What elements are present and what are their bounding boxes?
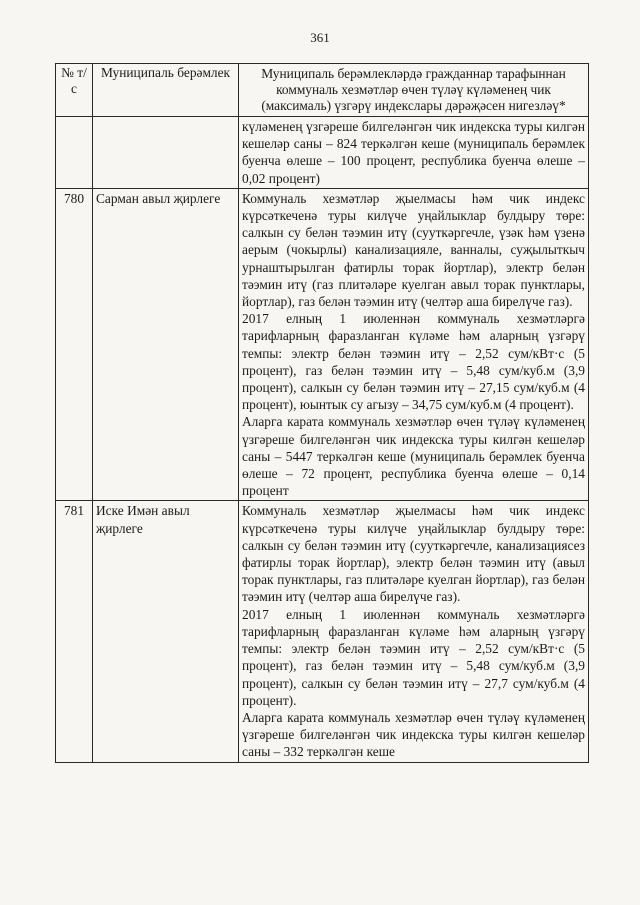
paragraph: Аларга карата коммуналь хезмәтләр өчен түләү күләменең үзгәреше билгеләнгән чик индекска туры килгән кешеләр саны – 5447 теркәлгән кеше (муниципаль берәмлек буенча өлеше – 72 процент, республика буенча өлеше – 0,14 процент: [242, 414, 585, 499]
continuation-text: күләменең үзгәреше билгеләнгән чик индекска туры килгән кешеләр саны – 824 теркәлгән кеше (муниципаль берәмлек буенча өлеше – 100 процент, республика буенча өлеше – 0,02 процент): [239, 117, 589, 189]
page-number: 361: [310, 30, 330, 45]
paragraph: Коммуналь хезмәтләр җыелмасы һәм чик индекс күрсәткеченә туры килүче уңайлыклар булдыру төре: салкын су белән тәэмин итү (сууткәргечле, үзәк һәм үзенә аерым (чокырлы) канализацияле, ванналы, суҗылыткыч урнаштырылган фатирлы торак йортлар), электр белән тәэмин итү (газ плитәләре куелган авыл торак пунктлары, йортлар), газ белән тәэмин итү (челтәр аша бирелүче газ).: [242, 190, 585, 310]
row-number: 781: [56, 501, 93, 762]
basis-text: [239, 501, 589, 762]
header-basis: Муниципаль берәмлекләрдә гражданнар тарафыннан коммуналь хезмәтләр өчен түләү күләменең чик (максималь) үзгәрү индекслары дәрәҗәсен нигезләү*: [239, 64, 589, 117]
municipality-name: Иске Имән авыл җирлеге: [93, 501, 239, 762]
header-number: № т/с: [56, 64, 93, 117]
paragraph: 2017 елның 1 июленнән коммуналь хезмәтләргә тарифларның фаразланган күләме һәм аларның үзгәрү темпы: электр белән тәэмин итү – 2,52 сум/кВт·с (5 процент), газ белән тәэмин итү – 5,48 сум/куб.м (3,9 процент), салкын су белән тәэмин итү – 27,15 сум/куб.м (4 процент), юынтык су агызу – 34,75 сум/куб.м (4 процент).: [242, 311, 585, 413]
basis-text: [239, 188, 589, 501]
empty-cell: [56, 117, 93, 189]
municipality-name: Сарман авыл җирлеге: [93, 188, 239, 501]
table-row: [56, 501, 589, 762]
tariff-index-table: [55, 63, 589, 763]
table-row: [56, 188, 589, 501]
row-number: 780: [56, 188, 93, 501]
paragraph: Коммуналь хезмәтләр җыелмасы һәм чик индекс күрсәткеченә туры килүче уңайлыклар булдыру төре: салкын су белән тәэмин итү (сууткәргечле, канализациясез фатирлы торак йортлар), электр белән тәэмин итү (авыл торак пунктлары, газ плитәләре куелган йортлар), газ белән тәэмин итү (челтәр аша бирелүче газ).: [242, 503, 585, 605]
header-municipality: Муниципаль берәмлек: [93, 64, 239, 117]
table-header-row: [56, 64, 589, 117]
table-row-continuation: [56, 117, 589, 189]
paragraph: 2017 елның 1 июленнән коммуналь хезмәтләргә тарифларның фаразланган күләме һәм аларның үзгәрү темпы: электр белән тәэмин итү – 2,52 сум/кВт·с (5 процент), газ белән тәэмин итү – 5,48 сум/куб.м (3,9 процент), салкын су белән тәэмин итү – 27,7 сум/куб.м (4 процент).: [242, 606, 585, 708]
paragraph: Аларга карата коммуналь хезмәтләр өчен түләү күләменең үзгәреше билгеләнгән чик индекска туры килгән кешеләр саны – 332 теркәлгән кеше: [242, 709, 585, 760]
empty-cell: [93, 117, 239, 189]
